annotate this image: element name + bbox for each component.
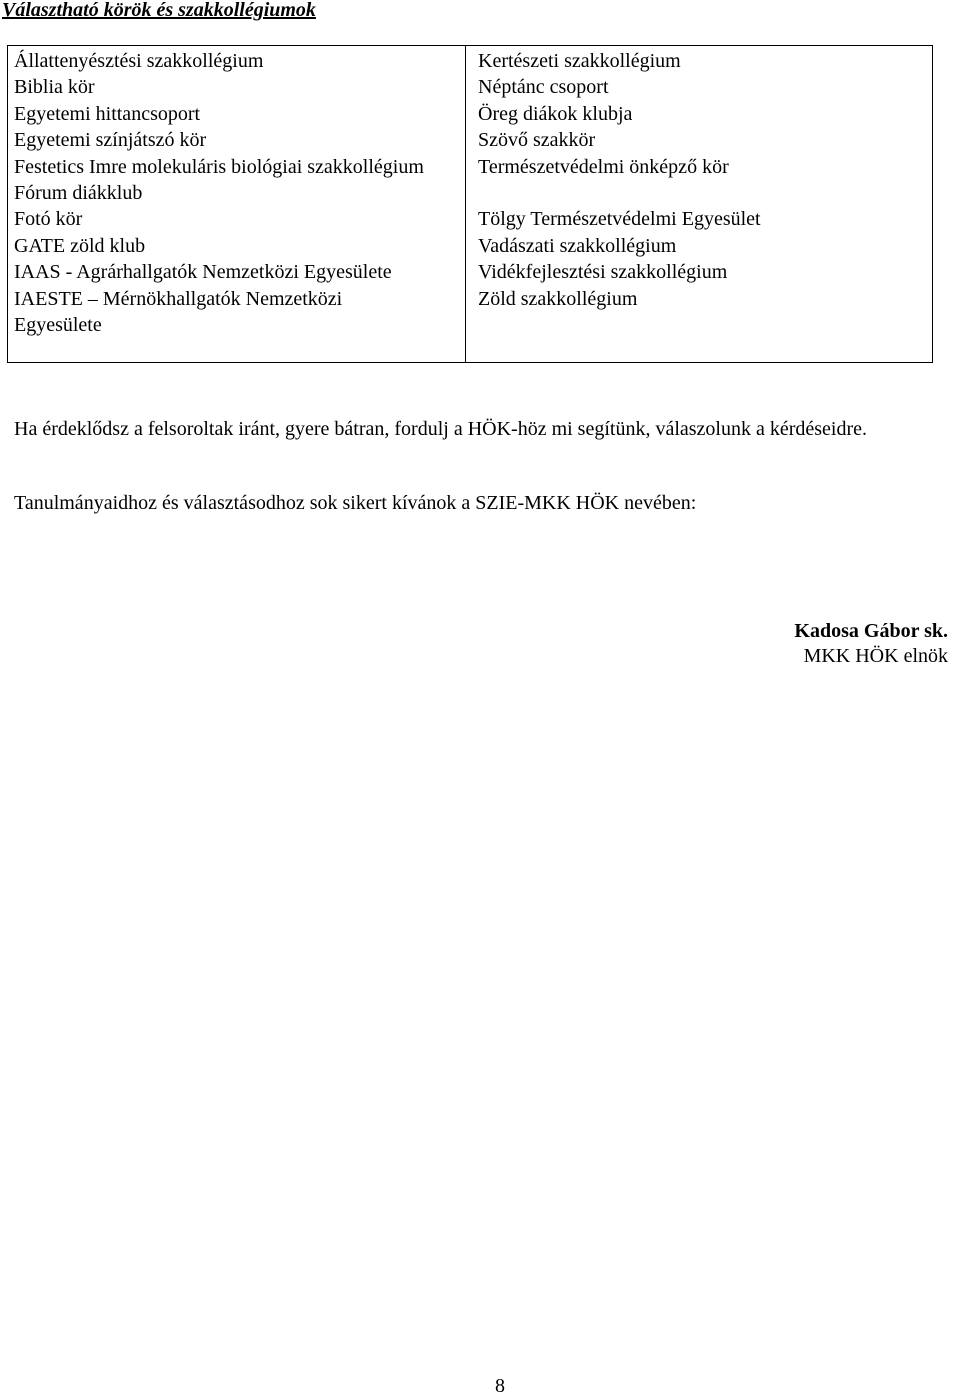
club-item: IAAS - Agrárhallgatók Nemzetközi Egyesülete bbox=[14, 261, 392, 284]
club-item: GATE zöld klub bbox=[14, 234, 146, 257]
club-item: Fotó kör bbox=[14, 208, 83, 231]
club-item: Állattenyésztési szakkollégium bbox=[14, 50, 264, 72]
row-spacer bbox=[478, 180, 932, 206]
club-item: Tölgy Természetvédelmi Egyesület bbox=[478, 208, 761, 231]
club-item: Vidékfejlesztési szakkollégium bbox=[478, 261, 728, 284]
club-item: Természetvédelmi önképző kör bbox=[478, 155, 729, 178]
signature-name: Kadosa Gábor sk. bbox=[794, 620, 948, 642]
signature-title: MKK HÖK elnök bbox=[803, 645, 948, 667]
club-item: Vadászati szakkollégium bbox=[478, 234, 677, 257]
interest-paragraph: Ha érdeklődsz a felsoroltak iránt, gyere bátran, fordulj a HÖK-höz mi segítünk, válaszolunk a kérdéseidre. bbox=[14, 418, 868, 440]
club-item: Zöld szakkollégium bbox=[478, 287, 638, 310]
club-item: Festetics Imre molekuláris biológiai szakkollégium bbox=[14, 155, 424, 178]
clubs-right-column bbox=[466, 46, 932, 362]
clubs-left-column bbox=[8, 46, 466, 362]
club-item: IAESTE – Mérnökhallgatók Nemzetközi Egyesülete bbox=[14, 287, 343, 337]
club-item: Szövő szakkör bbox=[478, 129, 596, 152]
section-heading: Választható körök és szakkollégiumok bbox=[2, 0, 316, 21]
wishes-paragraph: Tanulmányaidhoz és választásodhoz sok sikert kívánok a SZIE-MKK HÖK nevében: bbox=[14, 492, 697, 514]
club-item: Fórum diákklub bbox=[14, 182, 143, 205]
clubs-table bbox=[7, 45, 933, 363]
club-item: Egyetemi hittancsoport bbox=[14, 102, 201, 125]
page-number: 8 bbox=[495, 1375, 505, 1397]
club-item: Öreg diákok klubja bbox=[478, 102, 633, 125]
signature-block bbox=[794, 619, 948, 669]
club-item: Biblia kör bbox=[14, 76, 95, 99]
club-item: Néptánc csoport bbox=[478, 76, 609, 99]
club-item: Kertészeti szakkollégium bbox=[478, 50, 681, 72]
club-item: Egyetemi színjátszó kör bbox=[14, 129, 207, 152]
